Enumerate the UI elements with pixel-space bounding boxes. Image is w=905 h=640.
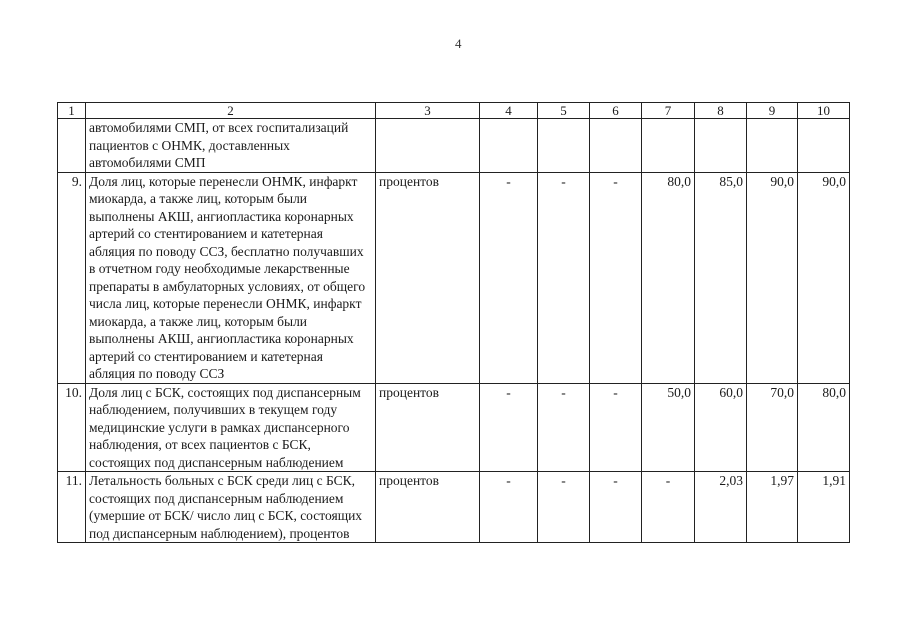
row-number: 9.	[58, 172, 86, 383]
value-cell: 90,0	[798, 172, 850, 383]
header-cell: 10	[798, 103, 850, 119]
indicators-table	[57, 102, 850, 543]
value-cell: -	[590, 383, 642, 472]
value-cell: 50,0	[642, 383, 695, 472]
table-row	[58, 472, 850, 543]
value-cell: -	[538, 172, 590, 383]
value-cell	[538, 119, 590, 173]
value-cell: -	[538, 383, 590, 472]
value-cell: -	[642, 472, 695, 543]
value-cell: -	[590, 472, 642, 543]
header-cell: 5	[538, 103, 590, 119]
header-cell: 1	[58, 103, 86, 119]
value-cell: 1,97	[747, 472, 798, 543]
table-header-row	[58, 103, 850, 119]
indicator-description: Доля лиц с БСК, состоящих под диспансерным наблюдением, получивших в текущем году медицинские услуги в рамках диспансерного наблюдения, от всех пациентов с БСК, состоящих под диспансерным наблюдением	[86, 383, 376, 472]
header-cell: 2	[86, 103, 376, 119]
value-cell: -	[480, 383, 538, 472]
row-number	[58, 119, 86, 173]
value-cell: 80,0	[642, 172, 695, 383]
value-cell: -	[480, 472, 538, 543]
table-row	[58, 383, 850, 472]
header-cell: 3	[376, 103, 480, 119]
header-cell: 4	[480, 103, 538, 119]
row-number: 10.	[58, 383, 86, 472]
value-cell: -	[480, 172, 538, 383]
value-cell: 80,0	[798, 383, 850, 472]
header-cell: 6	[590, 103, 642, 119]
page-number: 4	[455, 36, 462, 51]
header-cell: 7	[642, 103, 695, 119]
indicator-description: автомобилями СМП, от всех госпитализаций пациентов с ОНМК, доставленных автомобилями СМП	[86, 119, 376, 173]
row-number: 11.	[58, 472, 86, 543]
value-cell: 90,0	[747, 172, 798, 383]
value-cell: 70,0	[747, 383, 798, 472]
value-cell	[590, 119, 642, 173]
value-cell: 60,0	[695, 383, 747, 472]
table-row	[58, 172, 850, 383]
value-cell: 1,91	[798, 472, 850, 543]
value-cell	[747, 119, 798, 173]
header-cell: 8	[695, 103, 747, 119]
value-cell	[695, 119, 747, 173]
unit-cell	[376, 119, 480, 173]
value-cell: -	[538, 472, 590, 543]
value-cell	[480, 119, 538, 173]
value-cell	[798, 119, 850, 173]
unit-cell: процентов	[376, 383, 480, 472]
value-cell: 2,03	[695, 472, 747, 543]
value-cell: 85,0	[695, 172, 747, 383]
value-cell: -	[590, 172, 642, 383]
header-cell: 9	[747, 103, 798, 119]
table-row	[58, 119, 850, 173]
indicator-description: Летальность больных с БСК среди лиц с БСК, состоящих под диспансерным наблюдением (умершие от БСК/ число лиц с БСК, состоящих под диспансерным наблюдением), процентов	[86, 472, 376, 543]
unit-cell: процентов	[376, 172, 480, 383]
value-cell	[642, 119, 695, 173]
unit-cell: процентов	[376, 472, 480, 543]
indicator-description: Доля лиц, которые перенесли ОНМК, инфаркт миокарда, а также лиц, которым были выполнены АКШ, ангиопластика коронарных артерий со стентированием и катетерная абляция по поводу ССЗ, бесплатно получавших в отчетном году необходимые лекарственные препараты в амбулаторных условиях, от общего числа лиц, которые перенесли ОНМК, инфаркт миокарда, а также лиц, которым были выполнены АКШ, ангиопластика коронарных артерий со стентированием и катетерная абляция по поводу ССЗ	[86, 172, 376, 383]
